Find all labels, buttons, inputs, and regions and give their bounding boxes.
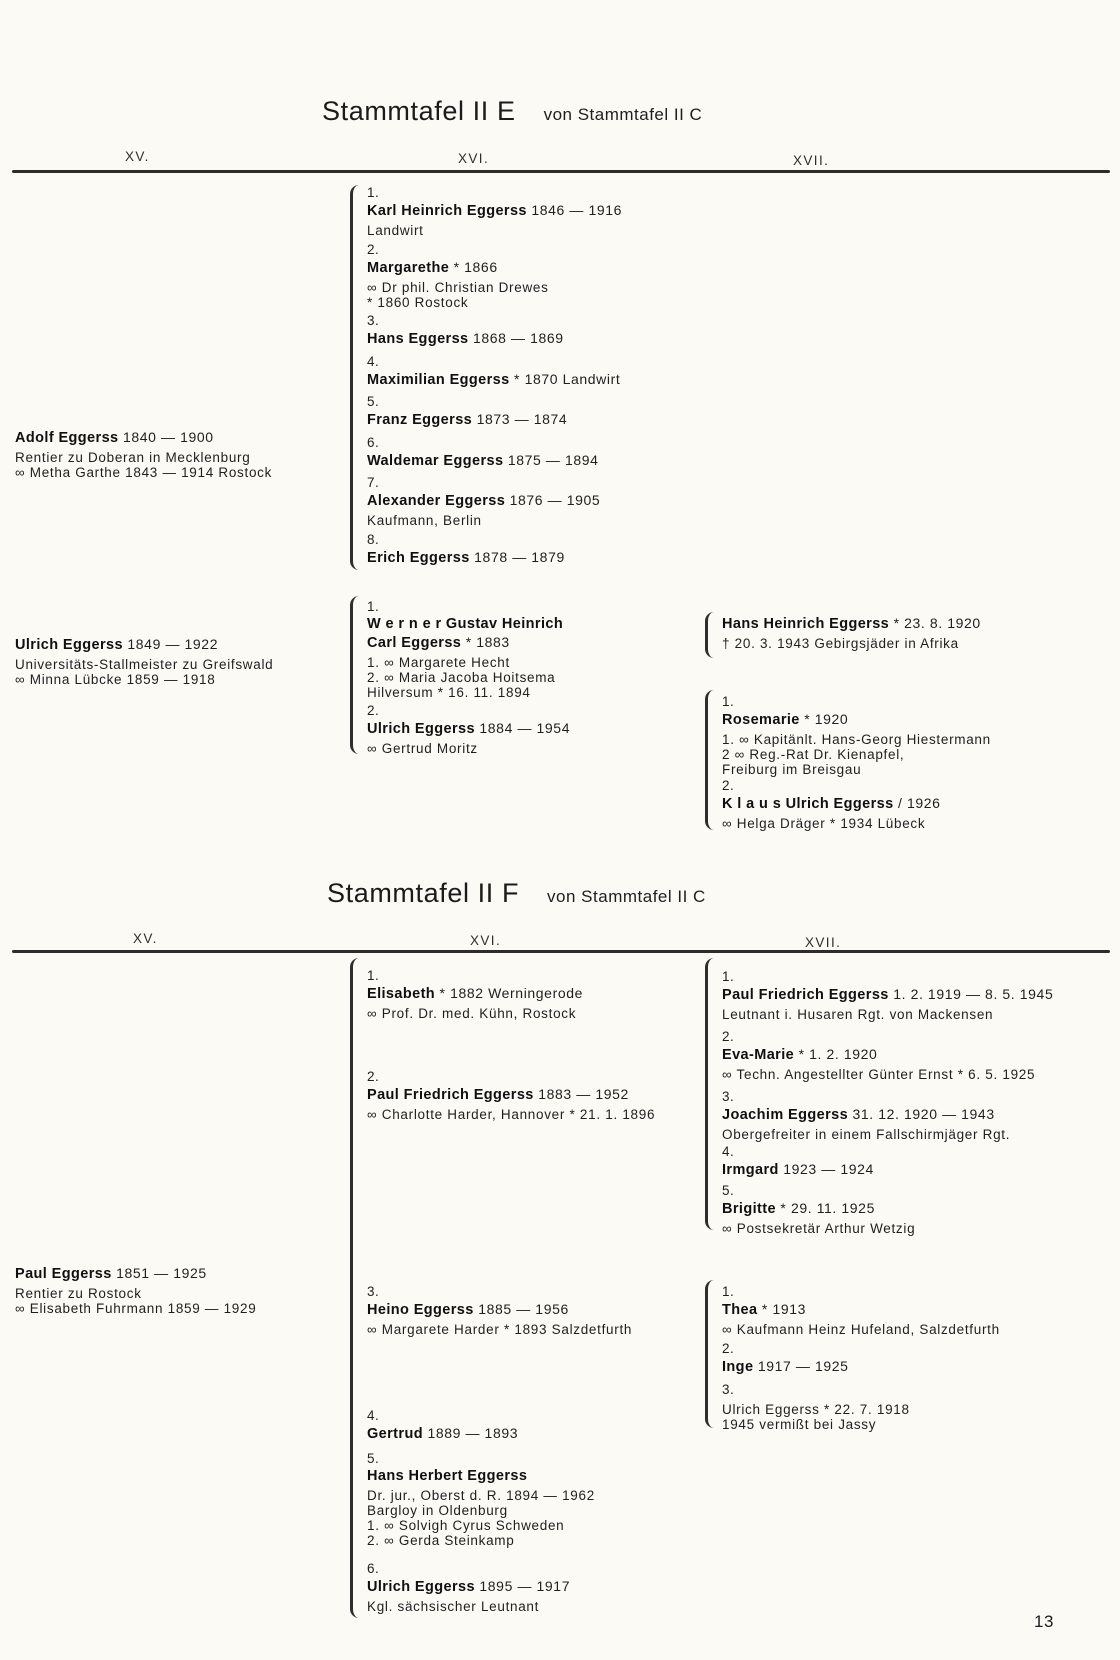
entry-number: 1.: [722, 694, 735, 709]
person-entry-ulrich-jr: [367, 702, 570, 756]
person-dates: * 1870 Landwirt: [514, 371, 621, 387]
person-entry: [722, 1283, 1000, 1337]
person-detail: * 1860 Rostock: [367, 295, 469, 310]
person-entry-rosemarie: [722, 693, 991, 777]
person-detail: ∞ Gertrud Moritz: [367, 741, 478, 756]
person-name: Paul Friedrich Eggerss: [722, 987, 889, 1003]
entry-number: 5.: [367, 1451, 380, 1466]
person-entry-paul-sr: [15, 1264, 256, 1316]
person-name: Brigitte: [722, 1201, 776, 1217]
entry-number: 2.: [367, 242, 380, 257]
person-entry: [367, 434, 599, 470]
person-entry: [722, 1340, 849, 1376]
entry-number: 2.: [722, 1029, 735, 1044]
person-dates: 1889 — 1893: [427, 1425, 519, 1441]
person-detail: 1945 vermißt bei Jassy: [722, 1417, 877, 1432]
person-detail: ∞ Prof. Dr. med. Kühn, Rostock: [367, 1006, 577, 1021]
person-name: Rosemarie: [722, 712, 800, 728]
entry-number: 5.: [722, 1183, 735, 1198]
person-name: Irmgard: [722, 1162, 779, 1178]
person-dates: 31. 12. 1920 — 1943: [852, 1106, 995, 1122]
person-dates: * 1866: [453, 259, 498, 275]
entry-number: 1.: [367, 599, 380, 614]
person-detail: Freiburg im Breisgau: [722, 762, 862, 777]
person-detail: Ulrich Eggerss * 22. 7. 1918: [722, 1402, 910, 1417]
person-detail: Obergefreiter in einem Fallschirmjäger Rgt.: [722, 1127, 1011, 1142]
person-entry-ulrich-1918: [722, 1381, 910, 1432]
entry-number: 7.: [367, 475, 380, 490]
person-dates: 1849 — 1922: [127, 636, 219, 652]
person-entry-hans-herbert: [367, 1450, 595, 1548]
person-dates: * 1883: [465, 634, 510, 650]
person-dates: 1883 — 1952: [538, 1086, 629, 1102]
entry-number: 2.: [722, 778, 735, 793]
person-entry: [722, 1028, 1035, 1082]
person-dates: 1878 — 1879: [474, 549, 565, 565]
person-dates: 1846 — 1916: [531, 202, 623, 218]
entry-number: 6.: [367, 1561, 380, 1576]
person-name: Joachim Eggerss: [722, 1107, 849, 1123]
person-name: Adolf Eggerss: [15, 430, 119, 446]
entry-number: 4.: [367, 1408, 380, 1423]
person-detail: ∞ Kaufmann Heinz Hufeland, Salzdetfurth: [722, 1322, 1000, 1337]
entry-number: 1.: [722, 1284, 735, 1299]
entry-number: 1.: [367, 185, 380, 200]
person-detail: Kgl. sächsischer Leutnant: [367, 1599, 540, 1614]
person-detail: ∞ Helga Dräger * 1934 Lübeck: [722, 816, 926, 831]
person-name: K l a u s Ulrich Eggerss: [722, 796, 894, 812]
person-entry: [367, 531, 565, 567]
person-entry: [367, 1560, 570, 1614]
section-f-rule: [12, 950, 1110, 953]
person-entry-ulrich-sr: [15, 635, 273, 687]
person-detail: 2. ∞ Gerda Steinkamp: [367, 1533, 515, 1548]
person-entry-klaus: [722, 777, 941, 831]
person-dates: 1851 — 1925: [116, 1265, 207, 1281]
person-detail: ∞ Dr phil. Christian Drewes: [367, 280, 549, 295]
entry-number: 3.: [367, 1284, 380, 1299]
person-dates: 1917 — 1925: [757, 1358, 849, 1374]
person-dates: / 1926: [898, 795, 941, 811]
person-dates: 1875 — 1894: [507, 452, 599, 468]
section-f-title: [327, 878, 706, 909]
bracket-f-gen17-a: [705, 958, 718, 1230]
col-header-xv-e: XV.: [125, 149, 150, 164]
person-name: Ulrich Eggerss: [367, 721, 475, 737]
person-detail: 2. ∞ Maria Jacoba Hoitsema: [367, 670, 556, 685]
person-dates: 1895 — 1917: [479, 1578, 571, 1594]
person-dates: * 29. 11. 1925: [780, 1200, 875, 1216]
entry-number: 3.: [722, 1089, 735, 1104]
person-name: Heino Eggerss: [367, 1302, 474, 1318]
person-entry: [722, 1088, 1010, 1142]
person-detail: Bargloy in Oldenburg: [367, 1503, 508, 1518]
bracket-e-gen17-b: [705, 690, 718, 830]
person-detail: ∞ Charlotte Harder, Hannover * 21. 1. 1896: [367, 1107, 656, 1122]
section-f-title-main: Stammtafel II F: [327, 878, 520, 908]
person-detail: 1. ∞ Solvigh Cyrus Schweden: [367, 1518, 565, 1533]
section-e-title: [322, 96, 702, 127]
person-name: Paul Eggerss: [15, 1266, 112, 1282]
person-entry: [367, 184, 622, 238]
person-entry-werner: [367, 598, 563, 700]
person-dates: 1840 — 1900: [122, 429, 214, 445]
person-dates: * 23. 8. 1920: [893, 615, 981, 631]
person-entry: [367, 241, 549, 310]
bracket-e-gen17-a: [705, 612, 718, 658]
person-name: Ulrich Eggerss: [15, 637, 123, 653]
person-name: Maximilian Eggerss: [367, 372, 510, 388]
section-e-title-main: Stammtafel II E: [322, 96, 516, 126]
person-detail: Dr. jur., Oberst d. R. 1894 — 1962: [367, 1488, 595, 1503]
person-name: Thea: [722, 1302, 758, 1318]
person-name: Elisabeth: [367, 986, 436, 1002]
person-dates: 1873 — 1874: [476, 411, 568, 427]
person-detail: ∞ Postsekretär Arthur Wetzig: [722, 1221, 916, 1236]
bracket-f-gen16: [350, 958, 363, 1618]
person-name: Alexander Eggerss: [367, 493, 506, 509]
person-detail: Kaufmann, Berlin: [367, 513, 482, 528]
person-entry: [367, 312, 564, 348]
person-entry: [367, 353, 620, 389]
person-name: W e r n e r Gustav Heinrich: [367, 616, 564, 632]
person-detail: ∞ Margarete Harder * 1893 Salzdetfurth: [367, 1322, 633, 1337]
person-name: Margarethe: [367, 260, 450, 276]
person-entry: [367, 474, 600, 528]
entry-number: 2.: [367, 703, 380, 718]
section-e-rule: [12, 170, 1110, 173]
entry-number: 3.: [367, 313, 380, 328]
entry-number: 8.: [367, 532, 380, 547]
entry-number: 3.: [722, 1382, 735, 1397]
person-detail: † 20. 3. 1943 Gebirgsjäder in Afrika: [722, 636, 959, 651]
person-entry: [367, 393, 567, 429]
person-dates: 1868 — 1869: [472, 330, 564, 346]
person-detail: Hilversum * 16. 11. 1894: [367, 685, 531, 700]
person-name: Hans Heinrich Eggerss: [722, 616, 890, 632]
person-detail: Leutnant i. Husaren Rgt. von Mackensen: [722, 1007, 994, 1022]
person-detail: Rentier zu Rostock: [15, 1286, 142, 1301]
col-header-xv-f: XV.: [133, 931, 158, 946]
person-entry: [367, 1283, 632, 1337]
person-detail: ∞ Techn. Angestellter Günter Ernst * 6. 5. 1925: [722, 1067, 1036, 1082]
person-entry: [722, 1182, 915, 1236]
person-dates: * 1. 2. 1920: [798, 1046, 878, 1062]
col-header-xvi-e: XVI.: [458, 151, 490, 166]
person-detail: ∞ Metha Garthe 1843 — 1914 Rostock: [15, 465, 273, 480]
entry-number: 2.: [367, 1069, 380, 1084]
person-dates: 1876 — 1905: [509, 492, 601, 508]
person-name: Eva-Marie: [722, 1047, 795, 1063]
person-dates: * 1913: [761, 1301, 806, 1317]
person-detail: 1. ∞ Kapitänlt. Hans-Georg Hiestermann: [722, 732, 991, 747]
person-entry: [722, 1143, 874, 1179]
page-number: 13: [1034, 1612, 1054, 1631]
person-name: Erich Eggerss: [367, 550, 470, 566]
col-header-xvii-f: XVII.: [805, 935, 842, 950]
person-name: Paul Friedrich Eggerss: [367, 1087, 534, 1103]
entry-number: 1.: [722, 969, 735, 984]
person-detail: ∞ Minna Lübcke 1859 — 1918: [15, 672, 216, 687]
entry-number: 2.: [722, 1341, 735, 1356]
entry-number: 5.: [367, 394, 380, 409]
person-dates: 1923 — 1924: [783, 1161, 874, 1177]
person-detail: 1. ∞ Margarete Hecht: [367, 655, 510, 670]
person-name: Gertrud: [367, 1426, 423, 1442]
person-entry-hans-heinrich: [722, 614, 981, 651]
person-name: Ulrich Eggerss: [367, 1579, 475, 1595]
bracket-e-gen16-b: [350, 596, 363, 754]
person-dates: 1884 — 1954: [479, 720, 571, 736]
person-entry: [367, 1407, 518, 1443]
person-entry: [367, 967, 583, 1021]
person-dates: * 1920: [804, 711, 849, 727]
entry-number: 4.: [722, 1144, 735, 1159]
person-dates: * 1882 Werningerode: [439, 985, 583, 1001]
person-detail: Universitäts-Stallmeister zu Greifswald: [15, 657, 274, 672]
person-name: Karl Heinrich Eggerss: [367, 203, 527, 219]
person-dates: 1885 — 1956: [478, 1301, 569, 1317]
person-entry: [722, 968, 1053, 1022]
person-name-line2: Carl Eggerss: [367, 635, 462, 651]
person-entry-adolf: [15, 428, 272, 480]
person-detail: Landwirt: [367, 223, 424, 238]
entry-number: 4.: [367, 354, 380, 369]
person-name: Hans Herbert Eggerss: [367, 1468, 528, 1484]
person-name: Waldemar Eggerss: [367, 453, 504, 469]
person-detail: 2 ∞ Reg.-Rat Dr. Kienapfel,: [722, 747, 905, 762]
person-detail: ∞ Elisabeth Fuhrmann 1859 — 1929: [15, 1301, 257, 1316]
person-dates: 1. 2. 1919 — 8. 5. 1945: [893, 986, 1054, 1002]
person-name: Franz Eggerss: [367, 412, 473, 428]
entry-number: 1.: [367, 968, 380, 983]
entry-number: 6.: [367, 435, 380, 450]
section-e-title-sub: von Stammtafel II C: [543, 105, 703, 124]
person-entry: [367, 1068, 655, 1122]
bracket-e-gen16-a: [350, 185, 363, 570]
person-name: Inge: [722, 1359, 754, 1375]
person-detail: Rentier zu Doberan in Mecklenburg: [15, 450, 251, 465]
bracket-f-gen17-b: [705, 1280, 718, 1428]
section-f-title-sub: von Stammtafel II C: [547, 887, 706, 906]
col-header-xvi-f: XVI.: [470, 933, 502, 948]
person-name: Hans Eggerss: [367, 331, 469, 347]
col-header-xvii-e: XVII.: [793, 153, 830, 168]
